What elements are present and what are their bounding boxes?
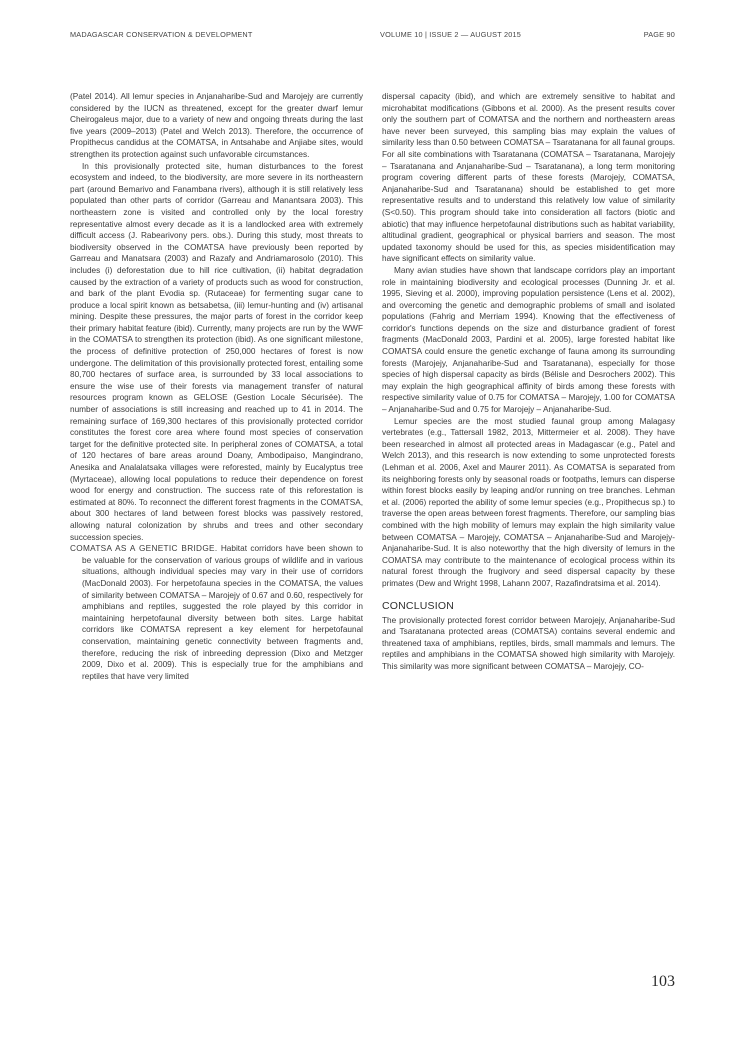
paragraph: Many avian studies have shown that landscape corridors play an important role in maintaining biodiversity and ecological processes (Dunning Jr. et al. 1995, Sieving et al. 2000), improving population persistence (Lens et al. 2002), and overcoming the genetic and demographic problems of small and isolated populations (Fahrig and Merriam 1994). Knowing that the effectiveness of corridor's functions depends on the size and disturbance gradient of forest fragments (MacDonald 2003, Pardini et al. 2005), large forested habitat like COMATSA could ensure the genetic exchange of fauna among its surrounding forests (Marojejy, Anjanaharibe-Sud and Tsaratanana), especially for those species of high dispersal capacity as birds (Bélisle and Desrochers 2002). This may explain the high geographical affinity of birds among these forests with respective similarity value of 0.75 for COMATSA – Marojejy, 1.00 for COMATSA – Anjanaharibe-Sud and 0.75 for Marojejy – Anjanaharibe-Sud. (382, 265, 675, 415)
right-column (382, 91, 675, 673)
paragraph: In this provisionally protected site, human disturbances to the forest ecosystem and indeed, to the biodiversity, are more severe in its northeastern part (around Bemarivo and Fanambana rivers), although it is still relatively less populated than other parts of corridor (Garreau and Manantsara 2003). This northeastern zone is visited and controlled only by the local forestry representative almost every decade as it is a landlocked area with extremely difficult access (J. Rabearivony pers. obs.). During this study, most threats to biodiversity observed in the COMATSA have previously been reported by Garreau and Manatsara (2003) and Razafy and Andriamarosolo (2010). This includes (i) deforestation due to hill rice cultivation, (ii) habitat degradation caused by the extraction of a variety of products such as wood for construction, and bark of the plant Evodia sp. (Rutaceae) for fermenting sugar cane to produce a local spirit known as betsabetsa, (iii) lemur-hunting and (iv) artisanal mining. Despite these pressures, the major parts of forest in the corridor keep their primary habitat feature (ibid). Currently, many projects are run by the WWF in the COMATSA to strengthen its protection (ibid). As one significant milestone, the process of definitive protection of 250,000 hectares of forest is now undergone. The delimitation of this provisionally protected forest, entailing some 80,700 hectares of surface area, is surrounded by 33 local associations to ensure the wise use of their forests via management transfer of natural resources program known as GELOSE (Gestion Locale Sécurisée). The number of associations is still increasing and reached up to 41 in 2014. The remaining surface of 169,300 hectares of this provisionally protected corridor constitutes the forest core area where found most species of conservation target for the definitive protected site. In peripheral zones of COMATSA, a total of 120 hectares of bare areas around Doany, Ambodipaiso, Mangindrano, Anesika and Analalatsaka villages were reforested, mainly by Eucalyptus tree (Myrtaceae), allowing local populations to reduce their dependence on forest wood for energy and construction. The success rate of this reforestation is estimated at 80%. To reconnect the different forest fragments in the COMATSA, about 300 hectares of land between forest blocks was passively restored, allowing natural colonization by shrubs and trees and other secondary succession species. (70, 161, 363, 542)
paragraph: The provisionally protected forest corridor between Marojejy, Anjanaharibe-Sud and Tsaratanana protected areas (COMATSA) contains several endemic and threatened taxa of amphibians, reptiles, birds, small mammals and lemurs. The reptiles and amphibians in the COMATSA showed high similarity with Marojejy. This similarity was more significant between COMATSA – Marojejy, CO- (382, 615, 675, 671)
conclusion-heading: CONCLUSION (382, 599, 455, 612)
left-column (70, 91, 363, 682)
journal-title: MADAGASCAR CONSERVATION & DEVELOPMENT (70, 30, 253, 39)
header-page-label: PAGE 90 (643, 30, 675, 39)
paragraph-text: Habitat corridors have been shown to be valuable for the conservation of various groups of wildlife and in various situations, although individual species may vary in their use of corridors (MacDonald 2003). For herpetofauna species in the COMATSA, the values of similarity between COMATSA – Marojejy of 0.67 and 0.60, respectively for amphibians and reptiles, suggested the role played by this corridor in maintaining herpetofaunal diversity between both sites. Large habitat corridors like COMATSA represent a key element for herpetofaunal conservation, maintaining genetic connectivity between fragments and, therefore, reducing the risk of inbreeding depression (Dixo and Metzger 2009, Dixo et al. 2009). This is especially true for the amphibians and reptiles that have very limited (82, 544, 364, 681)
section-title: COMATSA AS A GENETIC BRIDGE. (70, 544, 218, 554)
page-number: 103 (651, 973, 675, 990)
paragraph: dispersal capacity (ibid), and which are extremely sensitive to habitat and microhabitat modifications (Gibbons et al. 2000). As the present results cover only the southern part of COMATSA and the northern and northeastern areas have never been surveyed, this sampling bias may explain the values of similarity less than 0.50 between COMATSA – Tsaratanana for all faunal groups. For all site combinations with Tsaratanana (COMATSA – Tsaratanana, Marojejy – Tsaratanana and Anjanaharibe-Sud – Tsaratanana), a long term monitoring program covering different parts of these forests (Marojejy, COMATSA, Anjanaharibe-Sud and Tsaratanana) should be established to get more representative results and to understand this relatively low value of similarity (S<0.50). This program should take into consideration all factors (biotic and abiotic) that may influence herpetofaunal distributions such as habitat variability, altitudinal gradient, geographical or physical barriers and season. The most updated taxonomy should be used for this, as species misidentification may have significant effects on similarity value. (382, 92, 675, 264)
paragraph: Lemur species are the most studied faunal group among Malagasy vertebrates (e.g., Tattersall 1982, 2013, Mittermeier et al. 2008). They have been researched in almost all protected areas in Madagascar (e.g., Patel and Welch 2013), and this research is now extending to some unprotected forests (Lehman et al. 2006, Axel and Maurer 2011). As COMATSA is separated from its neighboring forests only by seasonal roads or footpaths, lemurs can disperse within forest blocks easily by leaping and/or running on tree branches. Lehman et al. (2006) reported the ability of some lemur species (e.g., Propithecus sp.) to traverse the open areas between forest fragments. Therefore, our sampling bias combined with the high mobility of lemurs may explain the high similarity value between COMATSA – Marojejy, COMATSA – Anjanaharibe-Sud and Marojejy-Anjanaharibe-Sud. It is also noteworthy that the high diversity of lemurs in the COMATSA may contribute to the maintenance of ecological process within its natural forest through the frugivory and seed dispersal capacity by these primates (Dew and Wright 1998, Lahann 2007, Razafindratsima et al. 2014). (382, 416, 675, 588)
section-paragraph (70, 543, 363, 682)
paragraph: (Patel 2014). All lemur species in Anjanaharibe-Sud and Marojejy are currently considered by the IUCN as threatened, except for the greater dwarf lemur Cheirogaleus major, due to a variety of new and ongoing threats during the last five years (2009–2013) (Patel and Welch 2013). Therefore, the occurrence of Propithecus candidus at the COMATSA, in Antsahabe and Anjiabe sites, would strengthen its protection against such unfavorable circumstances. (70, 92, 363, 159)
volume-issue: VOLUME 10 | ISSUE 2 — AUGUST 2015 (380, 30, 521, 39)
running-header (70, 30, 675, 44)
